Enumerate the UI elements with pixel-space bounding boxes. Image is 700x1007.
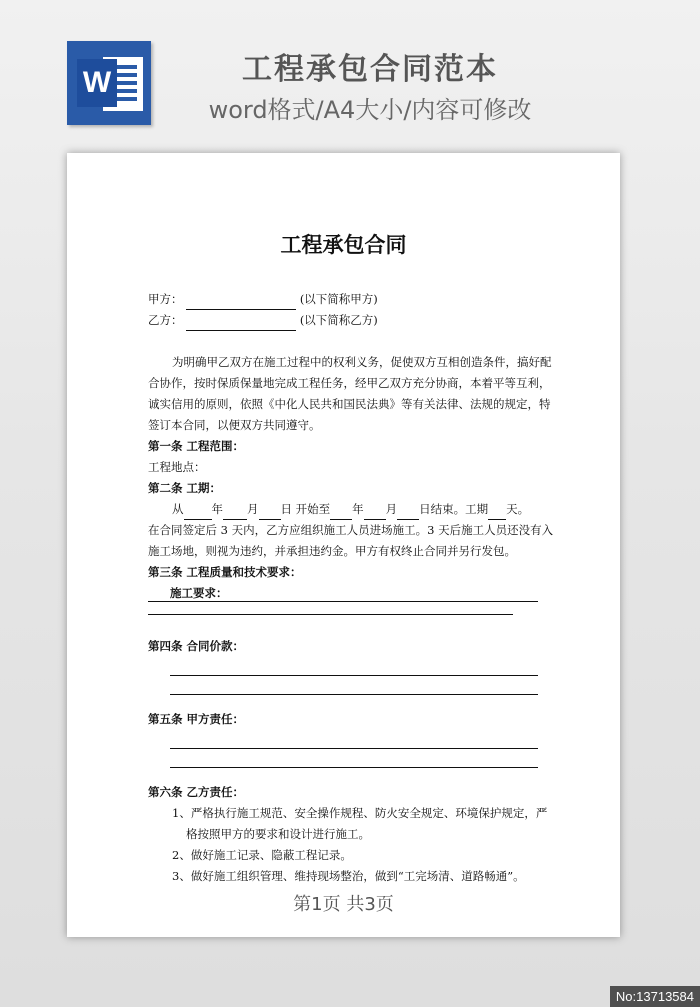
article-6-heading: 第六条 乙方责任： xyxy=(148,785,245,799)
text-year: 年 xyxy=(211,502,223,516)
article-2-heading: 第二条 工期： xyxy=(148,481,222,495)
article-2-line: 在合同签定后 3 天内，乙方应组织施工人员进场施工。3 天后施工人员还没有入 xyxy=(148,523,554,537)
month2-blank xyxy=(364,504,386,520)
fill-line xyxy=(170,676,538,695)
fill-line xyxy=(170,657,538,676)
document-body xyxy=(148,289,554,887)
article-3-heading: 第三条 工程质量和技术要求： xyxy=(148,565,302,579)
document-page xyxy=(67,153,620,937)
image-id-tag: No:13713584 xyxy=(610,986,700,1007)
fill-line xyxy=(170,749,538,768)
party-a-line xyxy=(148,289,538,310)
intro-line: 合协作，按时保质保量地完成工程任务，经甲乙双方充分协商，本着平等互利， xyxy=(148,376,551,390)
article-6-item: 格按照甲方的要求和设计进行施工。 xyxy=(186,827,370,841)
article-3-requirements xyxy=(148,583,538,602)
article-6-item: 2、做好施工记录、隐蔽工程记录。 xyxy=(172,848,352,862)
header-title: 工程承包合同范本 xyxy=(242,52,498,87)
article-6-item: 1、严格执行施工规范、安全操作规程、防火安全规定、环境保护规定，严 xyxy=(172,806,548,820)
day-blank xyxy=(259,504,281,520)
intro-line: 签订本合同，以便双方共同遵守。 xyxy=(148,418,321,432)
day2-blank xyxy=(397,504,419,520)
text-year2: 年 xyxy=(352,502,364,516)
text-month2: 月 xyxy=(385,502,398,516)
year2-blank xyxy=(330,504,352,520)
party-b-label: 乙方： xyxy=(148,313,183,327)
fill-line xyxy=(170,730,538,749)
party-b-blank xyxy=(186,315,296,331)
article-2-line: 施工场地，则视为违约，并承担违约金。甲方有权终止合同并另行发包。 xyxy=(148,544,516,558)
party-b-note: (以下简称乙方) xyxy=(299,313,378,327)
header-subtitle: word格式/A4大小/内容可修改 xyxy=(208,96,532,124)
year-blank xyxy=(184,504,212,520)
text-day-start: 日 开始至 xyxy=(280,502,331,516)
fill-line xyxy=(148,602,513,615)
text-month: 月 xyxy=(247,502,259,516)
requirements-label: 施工要求： xyxy=(170,586,228,600)
article-6-item: 3、做好施工组织管理、维持现场整治，做到“工完场清、道路畅通”。 xyxy=(172,869,525,883)
text-day-end: 日结束。工期 xyxy=(419,502,489,516)
intro-line: 为明确甲乙双方在施工过程中的权利义务，促使双方互相创造条件，搞好配 xyxy=(172,355,552,369)
intro-line: 诚实信用的原则，依照《中化人民共和国民法典》等有关法律、法规的规定，特 xyxy=(148,397,551,411)
article-1-heading: 第一条 工程范围： xyxy=(148,439,245,453)
days-blank xyxy=(488,504,506,520)
page-indicator: 第1页 共3页 xyxy=(293,894,394,915)
party-a-note: (以下简称甲方) xyxy=(299,292,378,306)
party-b-line xyxy=(148,310,538,331)
word-icon xyxy=(67,41,151,125)
party-a-label: 甲方： xyxy=(148,292,183,306)
article-1-site: 工程地点： xyxy=(148,460,206,474)
article-5-heading: 第五条 甲方责任： xyxy=(148,712,245,726)
month-blank xyxy=(223,504,247,520)
article-2-dates xyxy=(148,499,538,520)
word-letter: W xyxy=(77,59,117,107)
text-from: 从 xyxy=(172,502,184,516)
article-4-heading: 第四条 合同价款： xyxy=(148,639,245,653)
document-title: 工程承包合同 xyxy=(280,232,407,257)
text-days: 天。 xyxy=(506,502,530,516)
party-a-blank xyxy=(186,294,296,310)
